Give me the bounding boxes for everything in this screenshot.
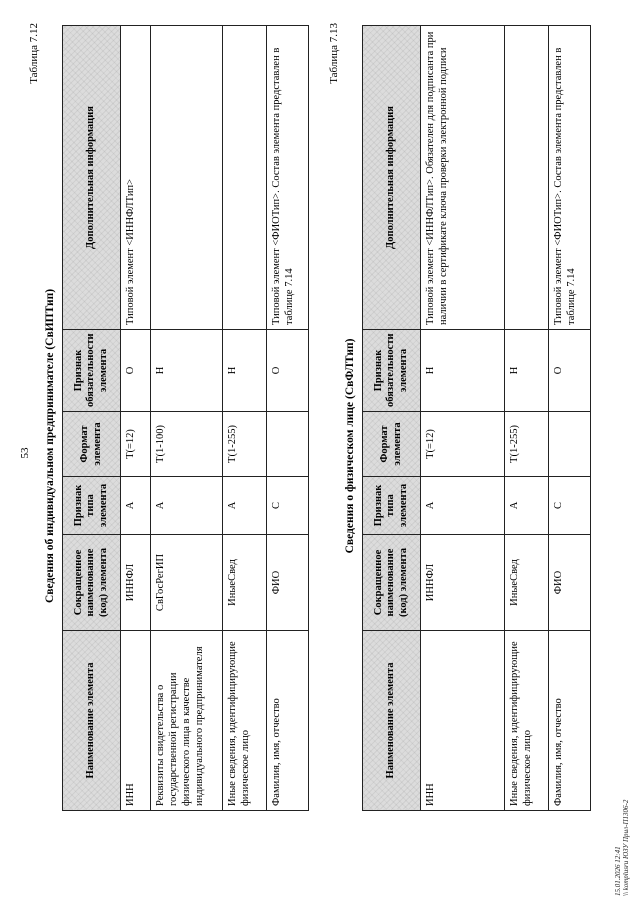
table-7-12-caption: Таблица 7.12	[28, 23, 40, 84]
footer-stamp	[614, 800, 631, 896]
header-name: Наименование элемента	[63, 631, 121, 811]
table-row	[151, 26, 223, 811]
cell-name: Иные сведения, идентифицирующие физическое лицо	[505, 631, 549, 811]
table-7-12-title: Сведения об индивидуальном предпринимателе (СвИПТип)	[44, 288, 56, 604]
table-row	[121, 26, 151, 811]
cell-required: О	[121, 330, 151, 412]
cell-format: Т(=12)	[121, 412, 151, 477]
cell-type: А	[151, 477, 223, 535]
cell-required: Н	[505, 330, 549, 412]
cell-required: Н	[223, 330, 267, 412]
cell-required: Н	[151, 330, 223, 412]
header-format: Формат элемента	[63, 412, 121, 477]
cell-name: Иные сведения, идентифицирующие физическое лицо	[223, 631, 267, 811]
cell-type: А	[505, 477, 549, 535]
cell-required: О	[549, 330, 591, 412]
header-type: Признак типа элемента	[63, 477, 121, 535]
cell-format: Т(=12)	[421, 412, 505, 477]
table-7-13	[362, 25, 591, 811]
cell-name: Реквизиты свидетельства о государственной регистрации физического лица в качестве индивидуального предпринимателя	[151, 631, 223, 811]
cell-code: ИныеСвед	[223, 535, 267, 631]
cell-code: СвГосРегИП	[151, 535, 223, 631]
cell-code: ФИО	[549, 535, 591, 631]
header-info: Дополнительная информация	[63, 26, 121, 330]
cell-type: А	[421, 477, 505, 535]
cell-code: ИННФЛ	[421, 535, 505, 631]
cell-format	[267, 412, 309, 477]
table-row	[267, 26, 309, 811]
cell-info: Типовой элемент <ИННФЛТип>. Обязателен для подписанта при наличии в сертификате ключа проверки электронной подписи	[421, 26, 505, 330]
cell-type: А	[121, 477, 151, 535]
table-header-row	[63, 26, 121, 811]
page-number: 53	[19, 447, 31, 459]
header-required: Признак обязательности элемента	[63, 330, 121, 412]
cell-type: А	[223, 477, 267, 535]
cell-name: Фамилия, имя, отчество	[267, 631, 309, 811]
header-name: Наименование элемента	[363, 631, 421, 811]
header-code: Сокращенное наименование (код) элемента	[63, 535, 121, 631]
table-row	[421, 26, 505, 811]
cell-code: ИныеСвед	[505, 535, 549, 631]
cell-name: Фамилия, имя, отчество	[549, 631, 591, 811]
cell-info	[223, 26, 267, 330]
cell-format: Т(1-255)	[505, 412, 549, 477]
cell-info	[151, 26, 223, 330]
table-row	[505, 26, 549, 811]
table-7-12	[62, 25, 309, 811]
table-row	[223, 26, 267, 811]
cell-info: Типовой элемент <ФИОТип>. Состав элемента представлен в таблице 7.14	[549, 26, 591, 330]
cell-name: ИНН	[121, 631, 151, 811]
header-type: Признак типа элемента	[363, 477, 421, 535]
cell-format: Т(1-100)	[151, 412, 223, 477]
header-required: Признак обязательности элемента	[363, 330, 421, 412]
cell-name: ИНН	[421, 631, 505, 811]
cell-format: Т(1-255)	[223, 412, 267, 477]
cell-required: О	[267, 330, 309, 412]
header-format: Формат элемента	[363, 412, 421, 477]
cell-code: ИННФЛ	[121, 535, 151, 631]
table-header-row	[363, 26, 421, 811]
header-code: Сокращенное наименование (код) элемента	[363, 535, 421, 631]
cell-info: Типовой элемент <ФИОТип>. Состав элемента представлен в таблице 7.14	[267, 26, 309, 330]
cell-required: Н	[421, 330, 505, 412]
table-7-13-title: Сведения о физическом лице (СвФЛТип)	[344, 338, 356, 554]
cell-type: С	[267, 477, 309, 535]
table-7-13-caption: Таблица 7.13	[328, 23, 340, 84]
cell-info: Типовой элемент <ИННФЛТип>	[121, 26, 151, 330]
cell-info	[505, 26, 549, 330]
cell-type: С	[549, 477, 591, 535]
table-row	[549, 26, 591, 811]
footer-stamp-path: \\ komplusru ЮЗУ Прил-П1306-2	[622, 799, 631, 896]
footer-stamp-date: 15.01.2026 12:41	[614, 846, 622, 896]
header-info: Дополнительная информация	[363, 26, 421, 330]
cell-code: ФИО	[267, 535, 309, 631]
cell-format	[549, 412, 591, 477]
